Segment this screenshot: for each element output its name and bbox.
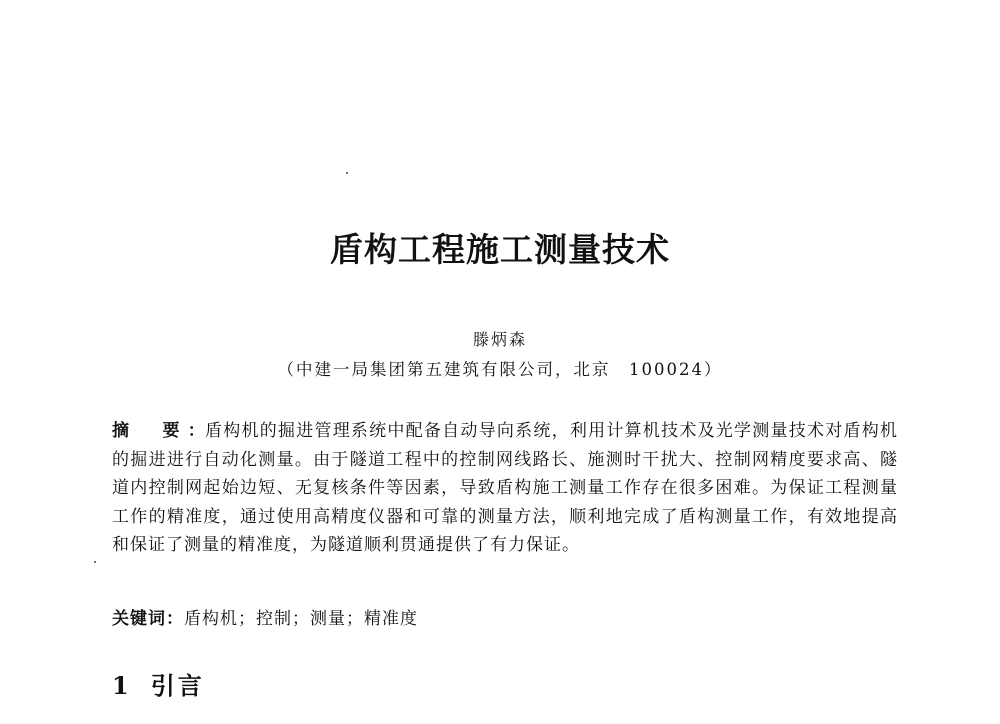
section-number: 1 <box>112 671 129 700</box>
scan-speck <box>94 561 96 563</box>
author-name: 滕炳森 <box>472 330 527 349</box>
keywords-text: 盾构机；控制；测量；精准度 <box>184 609 418 629</box>
keywords-label: 关键词： <box>112 609 184 629</box>
section-title: 引言 <box>150 672 205 700</box>
paper-title: 盾构工程施工测量技术 <box>330 230 670 269</box>
abstract-text: 盾构机的掘进管理系统中配备自动导向系统，利用计算机技术及光学测量技术对盾构机的掘进进行自动化测量。由于隧道工程中的控制网线路长、施测时干扰大、控制网精度要求高、隧道内控制网起始边短、无复核条件等因素，导致盾构施工测量工作存在很多困难。为保证工程测量工作的精准度，通过使用高精度仪器和可靠的测量方法，顺利地完成了盾构测量工作，有效地提高和保证了测量的精准度，为隧道顺利贯通提供了有力保证。 <box>112 421 899 556</box>
section-heading <box>112 666 205 701</box>
author-affiliation: （中建一局集团第五建筑有限公司，北京 100024） <box>277 360 723 379</box>
keywords <box>112 604 898 629</box>
abstract-label: 摘 要 <box>112 421 188 441</box>
scan-speck <box>346 172 348 174</box>
abstract-colon: ： <box>187 421 205 441</box>
abstract <box>112 417 898 560</box>
